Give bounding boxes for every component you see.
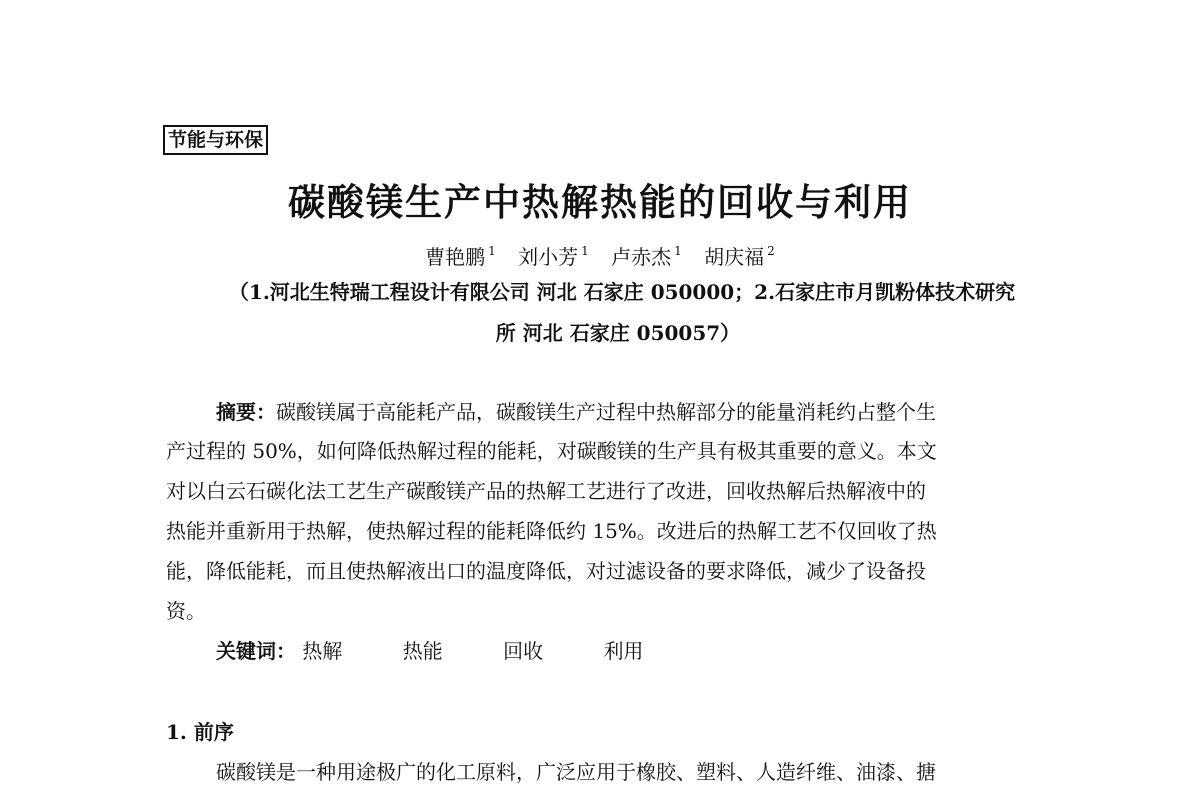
author-1 (425, 245, 496, 269)
abstract-line-1 (216, 397, 1080, 427)
keyword: 热解 (302, 639, 343, 663)
keywords-line (216, 636, 1080, 666)
body-text-line: 碳酸镁是一种用途极广的化工原料，广泛应用于橡胶、塑料、人造纤维、油漆、搪 (216, 760, 936, 784)
abstract-line-3: 对以白云石碳化法工艺生产碳酸镁产品的热解工艺进行了改进，回收热解后热解液中的 (166, 479, 926, 503)
abstract-line-2: 产过程的 50%，如何降低热解过程的能耗，对碳酸镁的生产具有极其重要的意义。本文 (166, 439, 937, 463)
author-2 (518, 245, 589, 269)
abstract-text: 碳酸镁属于高能耗产品，碳酸镁生产过程中热解部分的能量消耗约占整个生 (276, 400, 936, 424)
keyword: 热能 (402, 639, 443, 663)
section-tag: 节能与环保 (163, 125, 268, 155)
abstract-line-6: 资。 (166, 599, 206, 623)
abstract-line-5: 能，降低能耗，而且使热解液出口的温度降低，对过滤设备的要求降低，减少了设备投 (166, 559, 926, 583)
abstract-label: 摘要： (216, 400, 276, 424)
author-affil-mark: 1 (581, 244, 589, 258)
author-list (0, 236, 1200, 272)
author-3 (611, 245, 682, 269)
author-affil-mark: 2 (767, 244, 775, 258)
affiliation-line: （1.河北生特瑞工程设计有限公司 河北 石家庄 050000；2.石家庄市月凯粉体技术研究 (228, 280, 1016, 304)
author-name: 胡庆福 (704, 245, 765, 269)
author-affil-mark: 1 (488, 244, 496, 258)
keywords-label: 关键词： (216, 639, 296, 663)
affiliation-line: 所 河北 石家庄 050057） (495, 321, 741, 345)
keyword: 回收 (503, 639, 544, 663)
author-name: 曹艳鹏 (425, 245, 486, 269)
section-heading: 1. 前序 (166, 720, 234, 744)
paper-title: 碳酸镁生产中热解热能的回收与利用 (288, 180, 912, 224)
keyword: 利用 (603, 639, 644, 663)
author-name: 卢赤杰 (611, 245, 672, 269)
author-name: 刘小芳 (518, 245, 579, 269)
author-affil-mark: 1 (674, 244, 682, 258)
author-4 (704, 245, 775, 269)
abstract-line-4: 热能并重新用于热解，使热解过程的能耗降低约 15%。改进后的热解工艺不仅回收了热 (166, 519, 937, 543)
